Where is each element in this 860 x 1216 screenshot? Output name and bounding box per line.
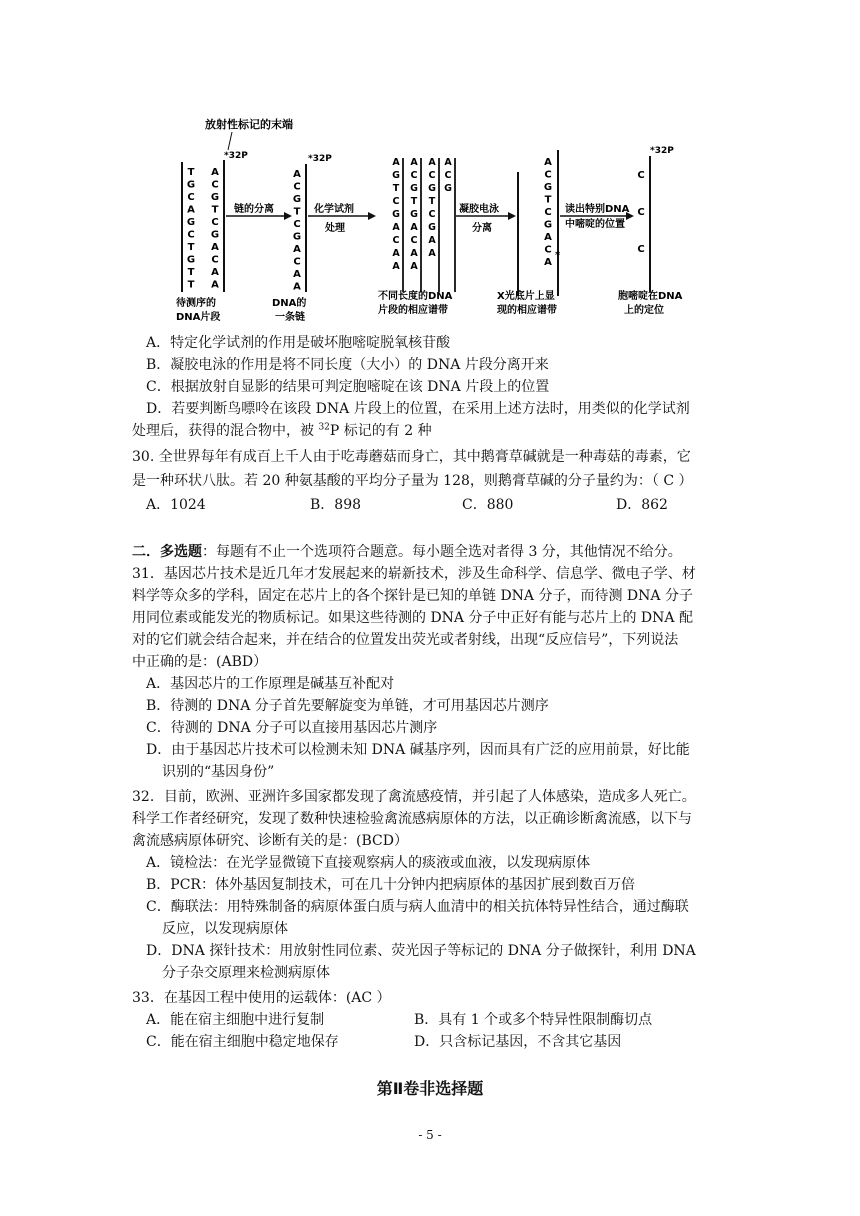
fig-step3b: 分离 [472,223,492,234]
fragment-base-letter: G [392,209,400,220]
base-letter: T [293,206,301,218]
section2-rest: ：每题有不止一个选项符合题意。每小题全选对者得 3 分，其他情况不给分。 [202,544,682,560]
q30-option-a: A．1024 [146,497,206,513]
base-letter: G [186,179,196,191]
q33-option-d: D．只含标记基因，不含其它基因 [414,1034,622,1050]
q33-stem: 33．在基因工程中使用的运载体：(AC ） [132,990,391,1006]
base-letter: C [293,256,301,268]
fig-label2b: 一条链 [275,312,305,323]
fragment-base-letter: G [428,183,436,194]
base-letter: G [292,231,302,243]
base-letter: C [293,181,301,193]
xray-base-letter: T [544,194,552,206]
fig-step2a: 化学试剂 [314,204,354,215]
q33-option-b: B．具有 1 个或多个特异性限制酶切点 [414,1012,653,1028]
fragment-base-letter: A [410,222,418,233]
fig-step1: 链的分离 [234,204,274,215]
base-letter: A [187,204,195,216]
base-letter: A [293,244,301,255]
base-letter: G [186,254,196,266]
fragment-base-letter: C [410,170,418,181]
fig-label3a: 不同长度的DNA [378,291,453,302]
base-letter: A [293,169,301,180]
q31-option-b: B．待测的 DNA 分子首先要解旋变为单链，才可用基因芯片测序 [146,698,549,714]
xray-base-letter: C [544,169,552,181]
fragment-base-letter: A [392,157,400,168]
fragment-base-letter: G [410,209,418,220]
fig-p32-2: *32P [308,154,332,164]
base-letter: C [211,254,219,266]
q30-stem-line2: 是一种环状八肽。若 20 种氨基酸的平均分子量为 128，则鹅膏草碱的分子量约为：（ C ） [132,473,693,489]
base-letter: A [211,279,219,291]
q31-stem-line1: 31．基因芯片技术是近几年才发展起来的崭新技术，涉及生命科学、信息学、微电子学、材 [132,566,696,582]
fig-label5b: 上的定位 [624,305,664,316]
fig-label1a: 待测序的 [176,298,216,309]
base-letter: T [187,167,195,178]
cytosine-position-letter: C [637,170,645,181]
fig-caption-top: 放射性标记的末端 [205,118,293,131]
q32-option-a: A．镜检法：在光学显微镜下直接观察病人的痰液或血液，以发现病原体 [146,855,591,871]
base-letter: T [211,204,219,216]
page-number: - 5 - [418,1128,442,1142]
q31-option-d-line1: D．由于基因芯片技术可以检测未知 DNA 碱基序列，因而具有广泛的应用前景，好比能 [146,742,690,758]
section2-header [132,542,682,562]
q29-option-b: B．凝胶电泳的作用是将不同长度（大小）的 DNA 片段分离开来 [146,357,549,373]
xray-base-letter: G [543,182,553,193]
q30-stem-line1: 30. 全世界每年有成百上千人由于吃毒蘑菇而身亡，其中鹅膏草碱就是一种毒菇的毒素，它 [132,449,691,465]
q31-stem-line3: 用同位素或能发光的物质标记。如果这些待测的 DNA 分子中正好有能与芯片上的 DNA 配 [132,610,693,626]
xray-base-letter: A [544,157,552,168]
fragment-base-letter: A [410,157,418,168]
dna-sequencing-figure [0,0,860,330]
q31-option-a: A．基因芯片的工作原理是碱基互补配对 [146,676,395,692]
base-letter: T [187,242,195,253]
xray-base-letter: A [544,232,552,243]
q32-option-d-line2: 分子杂交原理来检测病原体 [162,965,330,981]
base-letter: C [187,192,195,203]
base-letter: A [211,242,219,253]
xray-base-letter: C [544,244,552,256]
q31-option-c: C．待测的 DNA 分子可以直接用基因芯片测序 [146,720,438,736]
cytosine-position-letter: C [637,207,645,218]
fragment-base-letter: A [428,157,436,168]
base-letter: G [210,229,220,241]
base-letter: C [293,219,301,230]
fragment-base-letter: C [444,170,452,181]
fragment-base-letter: A [444,157,452,168]
fragment-base-letter: C [428,209,436,220]
fragment-base-letter: A [392,261,400,272]
fig-label5a: 胞嘧啶在DNA [618,291,683,302]
base-letter: A [293,281,301,293]
fig-label4a: X光底片上显 [497,291,555,302]
fragment-base-letter: A [428,235,436,246]
base-letter: C [211,217,219,228]
q29-option-d-line2 [132,421,432,441]
cytosine-position-letter: C [637,244,645,255]
xray-base-letter: C [544,207,552,218]
section2-head: 二．多选题 [132,544,202,560]
base-letter: C [187,229,195,241]
q30-option-b: B．898 [310,497,362,513]
fig-label3b: 片段的相应谱带 [378,305,448,316]
fig-label4b: 现的相应谱带 [497,305,557,316]
base-letter: A [211,167,219,178]
q31-option-d-line2: 识别的“基因身份” [162,764,275,780]
q29-d2-text-b: P 标记的有 2 种 [329,423,432,439]
fig-step4b: 中嘧啶的位置 [565,219,625,230]
q30-option-d: D．862 [616,497,668,513]
fragment-base-letter: C [392,196,400,207]
base-letter: A [211,267,219,278]
base-letter: C [211,179,219,191]
fragment-base-letter: A [410,248,418,259]
part2-title: 第Ⅱ卷非选择题 [376,1079,484,1098]
q29-option-c: C．根据放射自显影的结果可判定胞嘧啶在该 DNA 片段上的位置 [146,379,550,395]
fragment-base-letter: G [444,183,452,194]
fragment-base-letter: C [410,235,418,246]
base-letter: T [187,279,195,291]
fragment-base-letter: C [392,235,400,246]
q30-option-c: C．880 [462,497,514,513]
fig-step3a: 凝胶电泳 [459,204,499,215]
fragment-base-letter: A [428,248,436,259]
q29-option-d-line1: D．若要判断鸟嘌呤在该段 DNA 片段上的位置，在采用上述方法时，用类似的化学试剂 [146,401,690,417]
fig-p32-3: *32P [650,146,674,156]
q29-d2-text-a: 处理后，获得的混合物中，被 [132,423,319,439]
q32-option-b: B．PCR：体外基因复制技术，可在几十分钟内把病原体的基因扩展到数百万倍 [146,877,635,893]
base-letter: G [292,194,302,205]
q32-option-c-line2: 反应，以发现病原体 [162,921,288,937]
fragment-base-letter: A [392,222,400,233]
xray-base-letter: G [543,219,553,231]
q29-d2-superscript: 32 [318,422,330,433]
fragment-base-letter: G [392,170,400,181]
fig-label2a: DNA的 [272,298,307,309]
fragment-base-letter: T [428,196,436,207]
fragment-base-letter: G [428,222,436,233]
q29-option-a: A．特定化学试剂的作用是破坏胞嘧啶脱氧核苷酸 [146,335,451,351]
base-letter: A [293,269,301,280]
fragment-base-letter: T [410,196,418,207]
q32-option-c-line1: C．酶联法：用特殊制备的病原体蛋白质与病人血清中的相关抗体特异性结合，通过酶联 [146,899,689,915]
q33-option-c: C．能在宿主细胞中稳定地保存 [146,1034,339,1050]
q31-stem-line2: 料学等众多的学科，固定在芯片上的各个探针是已知的单链 DNA 分子，而待测 DNA 分子 [132,588,693,604]
fragment-base-letter: C [428,170,436,181]
q32-option-d-line1: D．DNA 探针技术：用放射性同位素、荧光因子等标记的 DNA 分子做探针，利用 DNA [146,943,696,959]
q32-stem-line2: 科学工作者经研究，发现了数种快速检验禽流感病原体的方法，以正确诊断禽流感，以下与 [132,811,692,827]
xray-base-letter: A [544,257,552,268]
base-letter: G [186,217,196,228]
fig-step4a: 读出特别DNA [565,204,630,215]
fig-star: * [555,250,561,261]
fig-label1b: DNA片段 [176,312,221,323]
q32-stem-line1: 32．目前，欧洲、亚洲许多国家都发现了禽流感疫情，并引起了人体感染，造成多人死亡。 [132,789,696,805]
q31-stem-line5: 中正确的是：(ABD） [132,654,268,670]
q32-stem-line3: 禽流感病原体研究、诊断有关的是：(BCD） [132,833,408,849]
q31-stem-line4: 对的它们就会结合起来，并在结合的位置发出荧光或者射线，出现“反应信号”，下列说法 [132,632,679,648]
fragment-base-letter: A [392,248,400,259]
fig-p32-1: *32P [224,151,248,161]
q33-option-a: A．能在宿主细胞中进行复制 [146,1012,325,1028]
fragment-base-letter: T [392,183,400,194]
base-letter: T [187,267,195,278]
fragment-base-letter: G [410,183,418,194]
fragment-base-letter: A [410,261,418,272]
base-letter: G [210,192,220,203]
fig-step2b: 处理 [325,223,345,234]
